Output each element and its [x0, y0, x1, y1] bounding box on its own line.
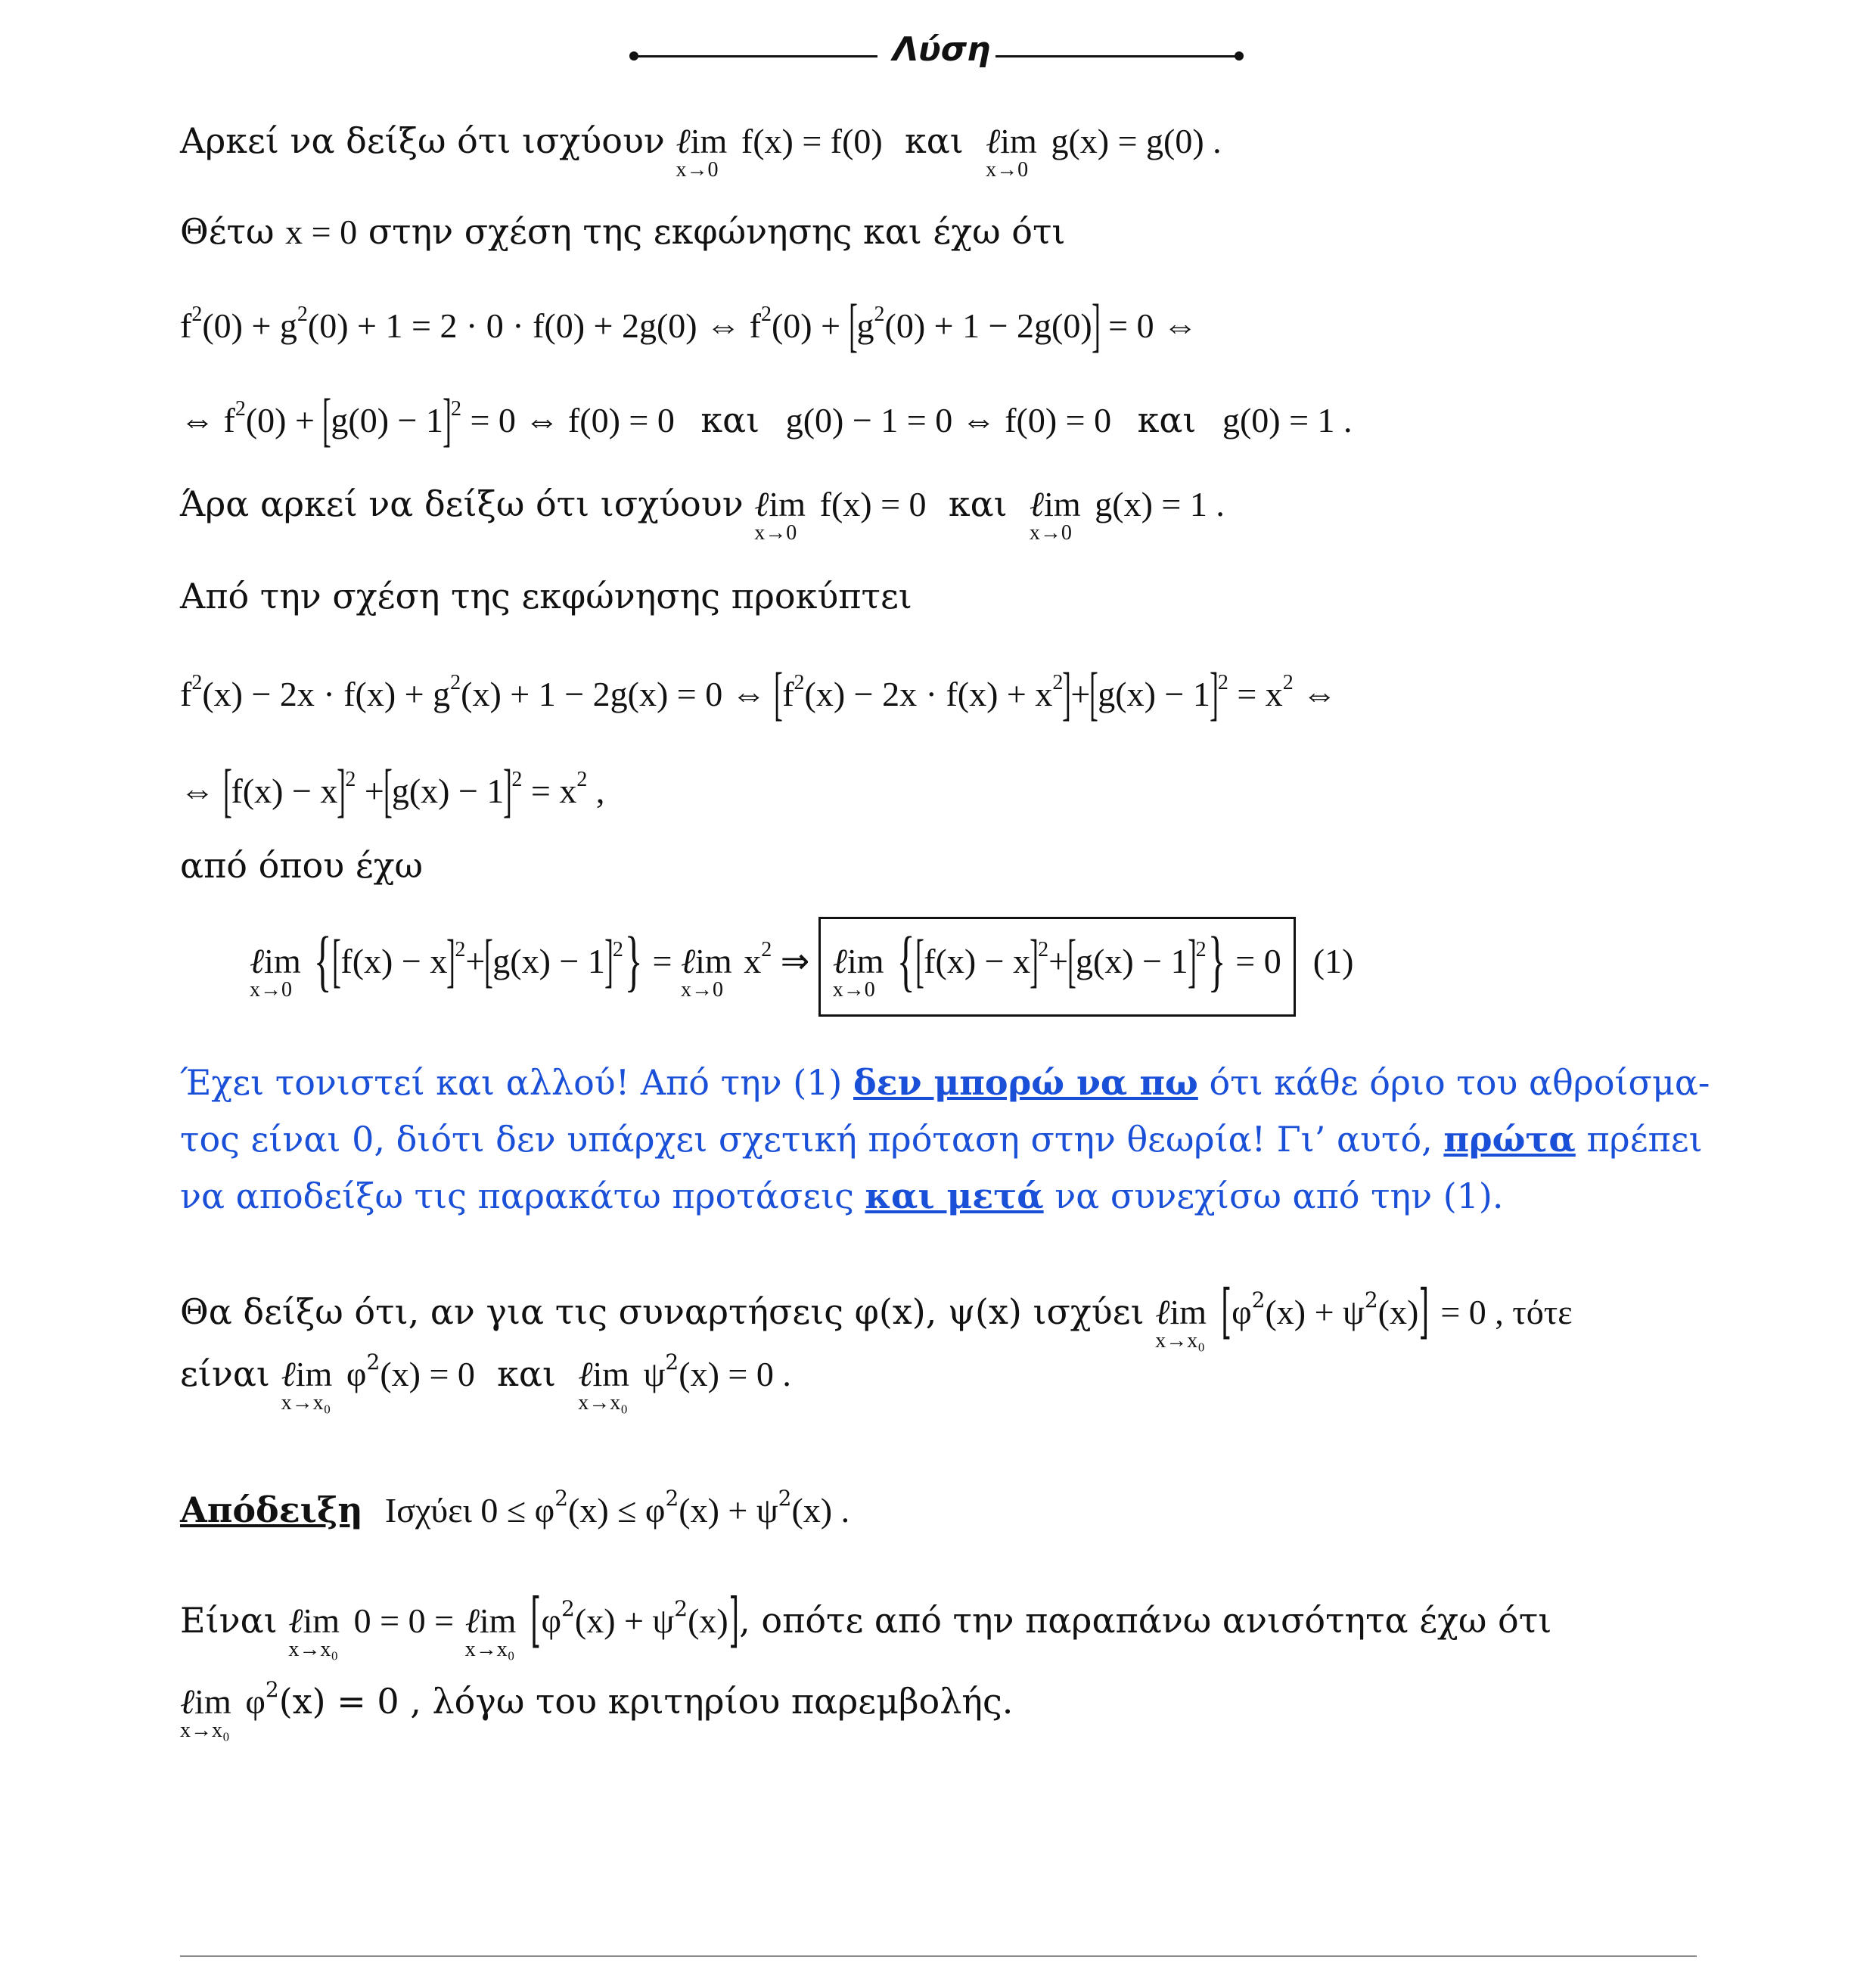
math: = — [652, 942, 681, 980]
proof-line-2 — [180, 1586, 1552, 1661]
text: από όπου έχω — [180, 845, 424, 886]
ell: ℓ — [986, 122, 1001, 160]
header-right-rule — [995, 55, 1239, 57]
ell: ℓ — [832, 942, 847, 980]
sup: 2 — [191, 671, 203, 694]
bracket: [ — [774, 660, 784, 726]
sup: 2 — [450, 397, 461, 421]
footer-rule — [180, 1955, 1697, 1957]
math: g(x) − 1 — [1098, 675, 1210, 713]
note-text: ότι κάθε όριο του αθροίσμα- — [1209, 1062, 1710, 1103]
sup: 2 — [1217, 671, 1228, 694]
bracket: [ — [332, 927, 342, 993]
sup: 2 — [576, 768, 588, 791]
bracket: [ — [915, 927, 925, 993]
sup: 2 — [561, 1596, 575, 1621]
brace: { — [313, 924, 332, 999]
ell: ℓ — [676, 122, 691, 160]
bracket: ] — [1418, 1278, 1430, 1346]
lim: im — [690, 122, 728, 160]
math: (x) = 0 — [380, 1355, 475, 1393]
note-text: να συνεχίσω από την (1). — [1054, 1176, 1504, 1216]
math: x — [744, 942, 762, 980]
text: είναι — [180, 1353, 270, 1394]
lim-sub: x→x₀ — [288, 1638, 339, 1661]
limit — [986, 122, 1037, 182]
ell: ℓ — [754, 485, 769, 523]
math: (x) − 2x · f(x) + g — [202, 675, 451, 713]
note-emphasis: και μετά — [865, 1176, 1044, 1216]
lim-sub: x→0 — [680, 978, 723, 1002]
sup: 2 — [874, 303, 885, 326]
sup: 2 — [794, 671, 805, 694]
math: ⇔ f — [180, 401, 235, 439]
line-10: ℓim x→0 $\{[f(x) - x]^2+[g(x) - 1]^2\}$ = ℓim x→0 $x^2$ ⇒ ℓim x→0 $\{[f(x) - x]^2+[g(x) - 1]^2\} = 0$ (1) — [250, 917, 1353, 1017]
bracket: [ — [848, 292, 858, 358]
math: (0) + 1 − 2g(0) — [884, 306, 1092, 345]
math: (x) = 0 . — [679, 1355, 791, 1393]
bracket: [ — [484, 927, 494, 993]
claim-line-1 — [180, 1278, 1573, 1353]
math: g(0) − 1 = 0 ⇔ f(0) = 0 — [785, 401, 1112, 439]
bracket: [ — [222, 757, 232, 823]
sup: 2 — [1038, 938, 1049, 961]
sup: 2 — [450, 671, 461, 694]
ell: ℓ — [288, 1601, 303, 1640]
line-7: $f^2(x) - 2x \cdot f(x) + g^2(x) + 1 - 2g(x) = 0$ ⇔ $[f^2(x) - 2x \cdot f(x) + x^2]+[g(x) - 1]^2 = x^2$ ⇔ — [180, 660, 1337, 726]
math: f(x) = f(0) — [741, 122, 883, 160]
bracket: ] — [1210, 660, 1219, 726]
text: , οπότε από την παραπάνω ανισότητα έχω ότι — [739, 1600, 1552, 1641]
bracket: ] — [443, 387, 452, 452]
lim: im — [295, 1355, 333, 1393]
math: (0) + — [245, 401, 315, 439]
lim-sub: x→x₀ — [464, 1638, 515, 1661]
ell: ℓ — [250, 942, 265, 980]
math: (x) + ψ — [1265, 1293, 1365, 1331]
note-line-3 — [180, 1176, 1504, 1216]
bracket: [ — [1220, 1278, 1232, 1346]
math: (x) + ψ — [679, 1491, 778, 1530]
math: (0) + g — [202, 306, 297, 345]
ell: ℓ — [680, 942, 696, 980]
sup: 2 — [665, 1349, 679, 1374]
lim: im — [479, 1601, 517, 1640]
bracket: [ — [1089, 660, 1099, 726]
bracket: [ — [322, 387, 332, 452]
sup: 2 — [760, 303, 772, 326]
line-8: ⇔ $[f(x) - x]^2 +[g(x) - 1]^2 = x^2$ , — [180, 757, 605, 823]
math: = 0 ⇔ — [1108, 306, 1198, 345]
text: Αρκεί να δείξω ότι ισχύουν — [180, 120, 665, 161]
brace: } — [624, 924, 643, 999]
sup: 2 — [665, 1486, 679, 1511]
lim: im — [695, 942, 732, 980]
sup: 2 — [234, 397, 246, 421]
bracket: ] — [604, 927, 613, 993]
math: 0 = 0 = — [353, 1601, 455, 1640]
text: Θέτω — [180, 211, 275, 252]
note-text: πρέπει — [1586, 1119, 1703, 1160]
sup: 2 — [265, 1677, 279, 1702]
math: (0) + — [771, 306, 841, 345]
limit — [1029, 485, 1081, 545]
text: Άρα αρκεί να δείξω ότι ισχύουν — [180, 483, 744, 524]
text: στην σχέση της εκφώνησης και έχω ότι — [368, 211, 1066, 252]
lim-sub: x→0 — [986, 158, 1029, 182]
math: = 0 , τότε — [1440, 1293, 1573, 1331]
math: ψ — [643, 1355, 666, 1393]
proof-line-1 — [180, 1486, 849, 1531]
bracket: ] — [728, 1586, 739, 1654]
sup: 2 — [1251, 1287, 1266, 1312]
proof-line-3 — [180, 1677, 1014, 1742]
math: Ισχύει 0 ≤ φ — [384, 1491, 555, 1530]
limit — [1155, 1293, 1207, 1353]
line-6 — [180, 576, 912, 617]
math: f — [782, 675, 794, 713]
text: (x) = 0 , λόγω του κριτηρίου παρεμβολής. — [278, 1681, 1014, 1722]
math: g(x) = 1 . — [1095, 485, 1225, 523]
text: και — [948, 483, 1008, 524]
claim-line-2 — [180, 1349, 791, 1415]
limit — [680, 942, 732, 1002]
math: = 0 — [1235, 942, 1281, 980]
equation-number: (1) — [1312, 942, 1354, 980]
math: f — [180, 306, 192, 345]
note-line-1 — [180, 1063, 1710, 1103]
math: g(0) − 1 — [331, 401, 443, 439]
brace: } — [1207, 924, 1226, 999]
sup: 2 — [191, 303, 203, 326]
lim: im — [1044, 485, 1081, 523]
sup: 2 — [1364, 1287, 1378, 1312]
text: και — [700, 399, 760, 440]
math: φ — [346, 1355, 367, 1393]
limit — [832, 942, 884, 1002]
math: f(x) = 0 — [819, 485, 927, 523]
math: ⇔ — [1293, 675, 1337, 713]
sup: 2 — [1282, 671, 1294, 694]
text: Θα δείξω ότι, αν για τις συναρτήσεις φ(x), ψ(x) ισχύει — [180, 1291, 1145, 1332]
line-9 — [180, 846, 423, 886]
sup: 2 — [1052, 671, 1064, 694]
sup: 2 — [297, 303, 308, 326]
proof-heading: Απόδειξη — [180, 1489, 363, 1530]
limit — [676, 122, 728, 182]
math: φ — [245, 1682, 266, 1721]
lim-sub: x→0 — [832, 978, 875, 1002]
limit — [288, 1601, 340, 1661]
bracket: ] — [446, 927, 456, 993]
math: ⇒ — [772, 942, 810, 980]
limit — [180, 1682, 231, 1742]
lim: im — [1000, 122, 1037, 160]
math: g(x) − 1 — [492, 942, 605, 980]
note-line-2 — [180, 1120, 1703, 1160]
limit — [754, 485, 806, 545]
lim-sub: x→x₀ — [1155, 1329, 1206, 1353]
math: f(x) − x — [924, 942, 1031, 980]
note-text: να αποδείξω τις παρακάτω προτάσεις — [180, 1176, 854, 1216]
lim-sub: x→x₀ — [281, 1391, 331, 1415]
limit — [464, 1601, 517, 1661]
math: x = 0 — [285, 213, 358, 251]
math: = 0 ⇔ f(0) = 0 — [470, 401, 675, 439]
bracket: ] — [1187, 927, 1197, 993]
header-title: Λύση — [893, 30, 991, 69]
math: (x) − 2x · f(x) + x — [804, 675, 1053, 713]
sup: 2 — [1195, 938, 1207, 961]
header — [0, 30, 1876, 76]
note-text: Έχει τονιστεί και αλλού! Από την (1) — [180, 1062, 843, 1103]
lim: im — [1169, 1293, 1207, 1331]
lim-sub: x→0 — [1029, 521, 1072, 545]
math: (x) . — [791, 1491, 850, 1530]
math: (x) + 1 − 2g(x) = 0 ⇔ — [461, 675, 766, 713]
math: = x — [530, 772, 577, 810]
math: = x — [1237, 675, 1283, 713]
math: (x) + ψ — [574, 1601, 675, 1640]
limit — [281, 1355, 333, 1415]
bracket: ] — [1030, 927, 1039, 993]
lim: im — [769, 485, 806, 523]
sup: 2 — [455, 938, 466, 961]
line-4 — [180, 386, 1353, 454]
sup: 2 — [674, 1596, 688, 1621]
text: και — [497, 1353, 557, 1394]
math: φ — [1232, 1293, 1252, 1331]
lim: im — [303, 1601, 340, 1640]
limit — [578, 1355, 629, 1415]
line-5 — [180, 483, 1225, 545]
sup: 2 — [366, 1349, 380, 1374]
math: , — [587, 772, 605, 810]
lim: im — [846, 942, 884, 980]
bracket: ] — [503, 757, 513, 823]
sup: 2 — [554, 1486, 569, 1511]
math: g(x) − 1 — [391, 772, 505, 810]
math: g(0) = 1 . — [1222, 401, 1353, 439]
bracket: [ — [530, 1586, 542, 1654]
note-text: τος είναι 0, διότι δεν υπάρχει σχετική πρόταση στην θεωρία! Γι’ αυτό, — [180, 1119, 1433, 1160]
sup: 2 — [612, 938, 623, 961]
math: f(x) − x — [340, 942, 448, 980]
text: Είναι — [180, 1600, 278, 1641]
bracket: ] — [1091, 292, 1101, 358]
lim-sub: x→x₀ — [578, 1391, 629, 1415]
ell: ℓ — [281, 1355, 296, 1393]
math: f(x) − x — [231, 772, 338, 810]
ell: ℓ — [1029, 485, 1045, 523]
lim: im — [592, 1355, 629, 1393]
note-emphasis: δεν μπορώ να πω — [853, 1062, 1198, 1103]
text: και — [904, 120, 964, 161]
ell: ℓ — [578, 1355, 593, 1393]
math: (x) — [1377, 1293, 1419, 1331]
sup: 2 — [761, 938, 772, 961]
lim-sub: x→0 — [676, 158, 719, 182]
math: φ — [541, 1601, 562, 1640]
lim-sub: x→x₀ — [180, 1719, 230, 1742]
text: και — [1137, 399, 1197, 440]
math: g — [856, 306, 874, 345]
bracket: [ — [383, 757, 393, 823]
lim: im — [194, 1682, 231, 1721]
math: (x) — [688, 1601, 728, 1640]
boxed-equation: ℓim x→0 $\{[f(x) - x]^2+[g(x) - 1]^2\} = 0$ — [818, 917, 1296, 1017]
sup: 2 — [511, 768, 523, 791]
sup: 2 — [778, 1486, 792, 1511]
note-emphasis: πρώτα — [1443, 1119, 1576, 1160]
math: f — [180, 675, 192, 713]
math: g(x) = g(0) . — [1051, 122, 1222, 160]
bracket: ] — [337, 757, 346, 823]
math: (0) + 1 = 2 · 0 · f(0) + 2g(0) ⇔ f — [307, 306, 761, 345]
lim-sub: x→0 — [250, 978, 292, 1002]
line-1 — [180, 120, 1222, 182]
ell: ℓ — [464, 1601, 480, 1640]
ell: ℓ — [180, 1682, 195, 1721]
brace: { — [896, 924, 915, 999]
math: ⇔ — [180, 772, 215, 810]
bracket: ] — [1062, 660, 1072, 726]
ell: ℓ — [1155, 1293, 1170, 1331]
text: Από την σχέση της εκφώνησης προκύπτει — [180, 576, 912, 617]
line-2 — [180, 212, 1065, 253]
header-left-rule — [634, 55, 877, 57]
lim-sub: x→0 — [754, 521, 797, 545]
math: g(x) − 1 — [1076, 942, 1188, 980]
limit — [250, 942, 301, 1002]
sup: 2 — [345, 768, 356, 791]
header-right-dot — [1235, 51, 1244, 61]
line-3 — [180, 291, 1197, 359]
lim: im — [264, 942, 301, 980]
math: (x) ≤ φ — [568, 1491, 666, 1530]
bracket: [ — [1067, 927, 1076, 993]
